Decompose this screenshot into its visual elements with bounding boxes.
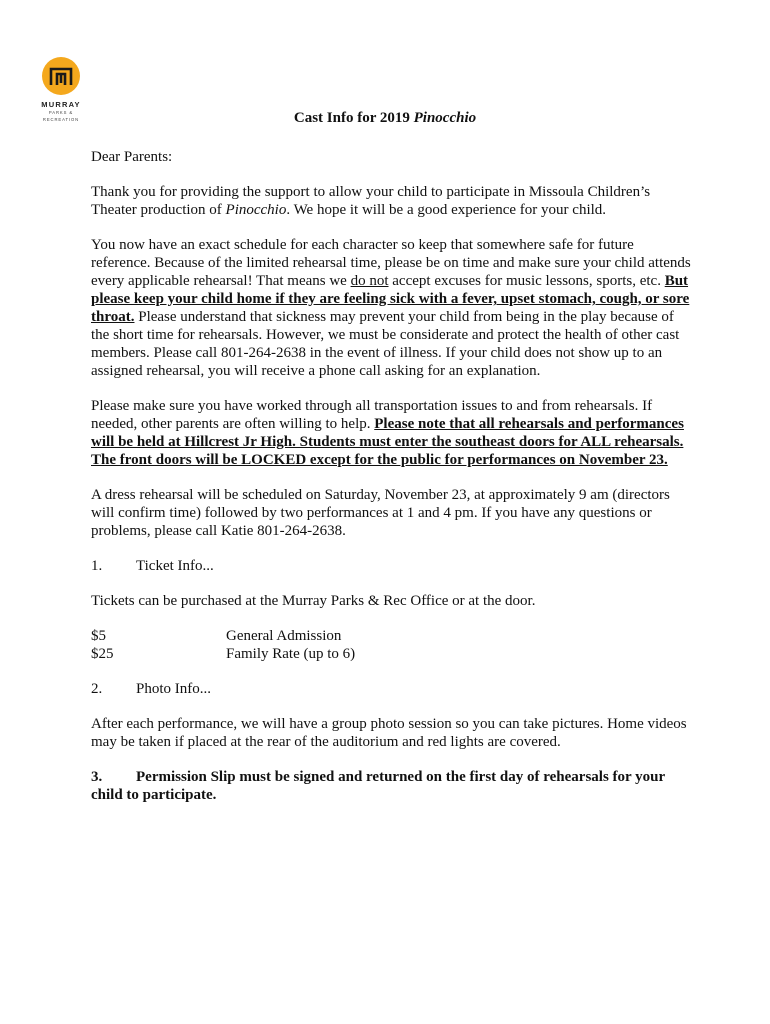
logo-subtitle-2: RECREATION	[42, 117, 80, 122]
para2-sickness-notice: But please keep your child home if they are feeling sick with a fever, upset stomach, cough, or sore throat.	[91, 273, 690, 325]
item3-number: 3.	[91, 769, 103, 785]
price-amount: $5	[91, 628, 106, 644]
para1-show-name: Pinocchio	[225, 202, 287, 218]
para2-text-a: You now have an exact schedule for each character so keep that somewhere safe for future reference. Because of the limited rehearsal time, please be on time and make sure your child attends every applicable rehearsal! That means we	[91, 237, 691, 289]
logo-name: MURRAY	[41, 100, 81, 109]
para1-text-a: Thank you for providing the support to allow your child to participate in Missoula Children’s Theater production of	[91, 184, 651, 218]
para2-text-c: Please understand that sickness may prevent your child from being in the play because of the short time for rehearsals. However, we must be considerate and protect the health of other cast members. Please call 801-264-2638 in the event of illness. If your child does not show up to an assigned rehearsal, you will receive a phone call asking for an explanation.	[91, 309, 680, 379]
price-description: Family Rate (up to 6)	[226, 646, 356, 662]
price-row	[91, 627, 691, 645]
item-ticket-info	[91, 557, 691, 575]
item1-label: Ticket Info...	[136, 558, 214, 574]
item-permission-slip	[91, 768, 691, 804]
para2-do-not: do not	[350, 273, 389, 289]
letter-body	[91, 148, 691, 821]
title-prefix: Cast Info for 2019	[293, 110, 414, 126]
para1-text-b: . We hope it will be a good experience for your child.	[286, 202, 607, 218]
item2-number: 2.	[91, 681, 103, 697]
title-show-name: Pinocchio	[413, 110, 477, 126]
price-description: General Admission	[226, 628, 342, 644]
paragraph-dress-rehearsal: A dress rehearsal will be scheduled on Saturday, November 23, at approximately 9 am (directors will confirm time) followed by two performances at 1 and 4 pm. If you have any questions or problems, please call Katie 801-264-2638.	[91, 487, 670, 539]
price-row	[91, 645, 691, 663]
item2-label: Photo Info...	[136, 681, 211, 697]
item-photo-info	[91, 680, 691, 698]
logo-subtitle-1: PARKS &	[48, 110, 74, 115]
paragraph-transportation	[91, 397, 691, 469]
para3-text-a: Please make sure you have worked through all transportation issues to and from rehearsals. If needed, other parents are often willing to help.	[91, 398, 653, 432]
paragraph-schedule	[91, 236, 691, 380]
item3-label: Permission Slip must be signed and returned on the first day of rehearsals for your child to participate.	[91, 769, 665, 803]
tickets-text: Tickets can be purchased at the Murray Parks & Rec Office or at the door.	[91, 593, 536, 609]
para3-location-notice: Please note that all rehearsals and performances will be held at Hillcrest Jr High. Students must enter the southeast doors for ALL rehearsals. The front doors will be LOCKED except for the public for performances on November 23.	[91, 416, 684, 468]
document-title	[0, 110, 770, 127]
price-list	[91, 627, 691, 663]
item1-number: 1.	[91, 558, 103, 574]
price-amount: $25	[91, 646, 114, 662]
greeting: Dear Parents:	[91, 149, 173, 165]
murray-logo-icon	[41, 56, 81, 96]
paragraph-support	[91, 183, 691, 219]
para2-text-b: accept excuses for music lessons, sports, etc.	[388, 273, 665, 289]
photo-text: After each performance, we will have a group photo session so you can take pictures. Home videos may be taken if placed at the rear of the auditorium and red lights are covered.	[91, 716, 687, 750]
